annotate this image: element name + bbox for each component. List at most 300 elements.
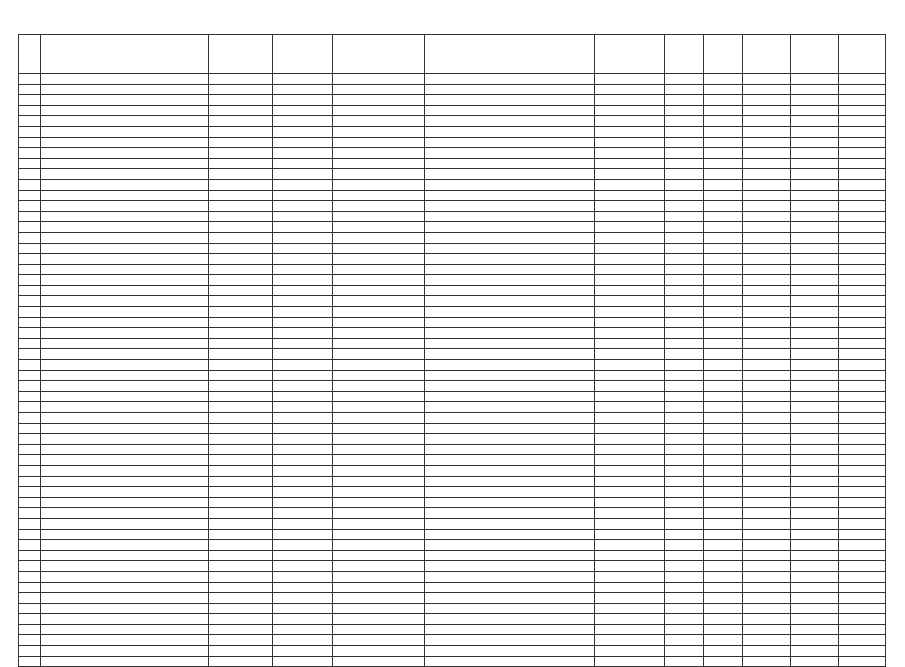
table-cell [665,211,704,222]
table-cell [595,646,665,657]
table-cell [19,561,41,572]
table-cell [273,656,333,667]
table-cell [743,116,791,127]
table-cell [425,190,595,201]
table-cell [273,137,333,148]
table-cell [791,296,839,307]
table-cell [743,201,791,212]
table-cell [665,296,704,307]
table-cell [425,275,595,286]
table-row [19,582,886,593]
table-cell [743,391,791,402]
table-cell [704,211,743,222]
table-cell [791,349,839,360]
table-cell [19,360,41,371]
table-cell [19,232,41,243]
table-cell [333,413,425,424]
table-row [19,571,886,582]
table-cell [333,222,425,233]
table-cell [209,444,273,455]
table-cell [704,561,743,572]
table-cell [425,317,595,328]
table-cell [743,508,791,519]
table-cell [41,148,209,159]
table-cell [595,444,665,455]
table-cell [425,614,595,625]
table-cell [704,338,743,349]
table-cell [425,624,595,635]
table-cell [273,307,333,318]
table-cell [333,370,425,381]
table-cell [209,624,273,635]
table-cell [839,201,886,212]
table-cell [425,95,595,106]
table-cell [19,508,41,519]
table-cell [209,391,273,402]
table-cell [839,582,886,593]
table-cell [743,179,791,190]
table-cell [19,550,41,561]
table-cell [595,211,665,222]
table-cell [273,349,333,360]
table-cell [273,413,333,424]
table-cell [595,381,665,392]
table-cell [333,624,425,635]
table-cell [425,465,595,476]
table-cell [273,211,333,222]
table-cell [19,402,41,413]
table-row [19,391,886,402]
table-cell [665,360,704,371]
table-cell [704,434,743,445]
table-cell [595,423,665,434]
table-cell [791,275,839,286]
table-cell [839,169,886,180]
table-cell [595,624,665,635]
table-cell [425,646,595,657]
table-cell [595,614,665,625]
table-cell [704,243,743,254]
table-row [19,635,886,646]
table-cell [425,561,595,572]
table-cell [743,656,791,667]
table-cell [273,561,333,572]
table-cell [704,74,743,85]
table-cell [41,317,209,328]
table-cell [209,646,273,657]
table-cell [425,593,595,604]
table-cell [333,508,425,519]
table-cell [19,635,41,646]
table-row [19,455,886,466]
table-cell [41,444,209,455]
table-cell [41,74,209,85]
table-row [19,148,886,159]
table-cell [791,317,839,328]
table-cell [209,413,273,424]
table-cell [333,328,425,339]
table-cell [595,95,665,106]
table-cell [41,540,209,551]
table-cell [425,148,595,159]
table-cell [41,402,209,413]
table-cell [595,84,665,95]
table-cell [595,561,665,572]
table-cell [743,624,791,635]
table-cell [19,423,41,434]
table-cell [704,105,743,116]
table-cell [41,232,209,243]
table-cell [743,222,791,233]
table-cell [839,540,886,551]
table-cell [665,381,704,392]
table-cell [209,614,273,625]
table-cell [839,508,886,519]
table-row [19,95,886,106]
table-cell [209,74,273,85]
table-cell [19,624,41,635]
table-cell [743,105,791,116]
table-cell [333,264,425,275]
table-cell [839,232,886,243]
table-row [19,222,886,233]
table-cell [791,254,839,265]
table-cell [839,444,886,455]
table-cell [743,370,791,381]
table-cell [19,593,41,604]
table-cell [665,222,704,233]
table-cell [209,254,273,265]
table-cell [665,413,704,424]
table-cell [41,465,209,476]
table-cell [791,624,839,635]
table-cell [743,328,791,339]
table-cell [665,434,704,445]
table-cell [839,338,886,349]
table-cell [41,614,209,625]
table-cell [209,561,273,572]
table-cell [791,550,839,561]
table-cell [425,158,595,169]
table-cell [743,264,791,275]
table-cell [425,497,595,508]
table-cell [791,571,839,582]
table-cell [839,402,886,413]
table-cell [791,603,839,614]
table-cell [839,105,886,116]
table-cell [209,635,273,646]
table-cell [273,296,333,307]
table-cell [839,635,886,646]
table-cell [704,296,743,307]
table-cell [273,614,333,625]
table-cell [209,402,273,413]
table-cell [704,285,743,296]
table-cell [41,285,209,296]
table-cell [425,232,595,243]
table-cell [791,105,839,116]
table-cell [425,201,595,212]
table-cell [209,285,273,296]
table-cell [791,84,839,95]
table-body [19,74,886,667]
table-cell [839,275,886,286]
table-cell [19,317,41,328]
table-row [19,243,886,254]
table-cell [19,275,41,286]
header-cell [839,35,886,74]
table-cell [839,656,886,667]
table-cell [273,201,333,212]
table-cell [209,603,273,614]
table-cell [273,497,333,508]
table-cell [704,571,743,582]
table-cell [273,370,333,381]
table-cell [41,487,209,498]
table-cell [704,476,743,487]
table-cell [743,381,791,392]
table-cell [209,593,273,604]
table-cell [665,254,704,265]
table-cell [333,518,425,529]
header-cell [743,35,791,74]
table-cell [839,434,886,445]
table-cell [333,423,425,434]
table-cell [595,550,665,561]
table-cell [209,275,273,286]
table-cell [743,593,791,604]
table-cell [839,423,886,434]
table-cell [665,232,704,243]
table-cell [333,84,425,95]
table-cell [273,444,333,455]
table-cell [595,518,665,529]
header-cell [19,35,41,74]
table-cell [425,84,595,95]
table-cell [209,190,273,201]
table-cell [19,222,41,233]
table-cell [704,635,743,646]
table-cell [839,529,886,540]
table-cell [595,476,665,487]
table-cell [41,455,209,466]
table-cell [333,550,425,561]
table-cell [209,529,273,540]
table-cell [41,370,209,381]
table-cell [209,381,273,392]
table-cell [209,360,273,371]
table-cell [665,201,704,212]
table-cell [665,307,704,318]
table-cell [41,391,209,402]
table-cell [425,603,595,614]
table-row [19,126,886,137]
table-cell [791,126,839,137]
table-cell [595,656,665,667]
table-row [19,518,886,529]
table-cell [704,349,743,360]
table-cell [209,222,273,233]
table-cell [704,232,743,243]
table-cell [704,275,743,286]
table-cell [665,148,704,159]
table-cell [273,402,333,413]
table-row [19,360,886,371]
table-cell [41,84,209,95]
table-cell [595,105,665,116]
table-cell [209,338,273,349]
table-row [19,307,886,318]
table-cell [41,328,209,339]
table-cell [704,624,743,635]
table-cell [665,116,704,127]
table-cell [333,317,425,328]
table-cell [273,635,333,646]
table-cell [19,179,41,190]
table-row [19,232,886,243]
table-cell [791,593,839,604]
table-cell [743,84,791,95]
table-cell [791,116,839,127]
table-cell [41,561,209,572]
table-cell [273,550,333,561]
table-cell [839,84,886,95]
table-cell [791,381,839,392]
table-cell [209,105,273,116]
table-cell [743,360,791,371]
table-cell [839,571,886,582]
table-cell [333,169,425,180]
table-cell [425,540,595,551]
table-cell [273,169,333,180]
table-cell [665,444,704,455]
table-cell [704,540,743,551]
table-row [19,381,886,392]
table-cell [333,614,425,625]
table-cell [595,455,665,466]
table-cell [595,116,665,127]
table-cell [425,571,595,582]
table-cell [41,137,209,148]
table-cell [273,179,333,190]
table-cell [704,222,743,233]
table-cell [704,328,743,339]
table-row [19,317,886,328]
table-cell [704,402,743,413]
table-cell [665,74,704,85]
table-cell [704,179,743,190]
table-cell [791,179,839,190]
table-cell [839,646,886,657]
table-cell [209,656,273,667]
table-cell [425,179,595,190]
table-cell [743,444,791,455]
table-cell [41,307,209,318]
table-row [19,603,886,614]
table-cell [665,476,704,487]
table-cell [839,126,886,137]
table-cell [41,529,209,540]
table-cell [41,201,209,212]
table-cell [273,508,333,519]
table-cell [665,614,704,625]
table-cell [839,455,886,466]
table-cell [704,413,743,424]
table-cell [425,444,595,455]
table-cell [595,307,665,318]
table-cell [791,190,839,201]
table-cell [273,476,333,487]
table-row [19,275,886,286]
table-cell [791,222,839,233]
table-cell [425,137,595,148]
table-cell [839,465,886,476]
table-row [19,593,886,604]
table-cell [743,465,791,476]
table-cell [273,285,333,296]
table-cell [425,254,595,265]
table-cell [595,169,665,180]
table-cell [665,137,704,148]
table-cell [209,137,273,148]
table-cell [791,465,839,476]
table-cell [41,508,209,519]
table-cell [791,508,839,519]
table-cell [41,126,209,137]
table-cell [41,413,209,424]
table-cell [743,169,791,180]
table-cell [704,158,743,169]
table-cell [665,635,704,646]
table-cell [839,137,886,148]
table-row [19,487,886,498]
table-cell [425,508,595,519]
table-cell [333,232,425,243]
table-cell [791,561,839,572]
table-cell [743,137,791,148]
table-cell [743,254,791,265]
table-cell [791,370,839,381]
table-cell [425,370,595,381]
table-row [19,370,886,381]
table-cell [704,169,743,180]
table-cell [595,391,665,402]
header-cell [425,35,595,74]
table-cell [743,635,791,646]
table-cell [595,497,665,508]
table-cell [333,74,425,85]
table-cell [704,126,743,137]
table-cell [209,423,273,434]
table-cell [209,465,273,476]
table-cell [425,349,595,360]
table-cell [41,264,209,275]
table-cell [19,116,41,127]
table-cell [41,360,209,371]
table-cell [743,487,791,498]
table-cell [333,179,425,190]
table-cell [665,582,704,593]
table-cell [839,550,886,561]
table-cell [665,95,704,106]
table-cell [41,95,209,106]
table-cell [839,285,886,296]
table-cell [19,582,41,593]
table-cell [333,487,425,498]
table-cell [595,264,665,275]
table-cell [595,74,665,85]
table-cell [333,529,425,540]
